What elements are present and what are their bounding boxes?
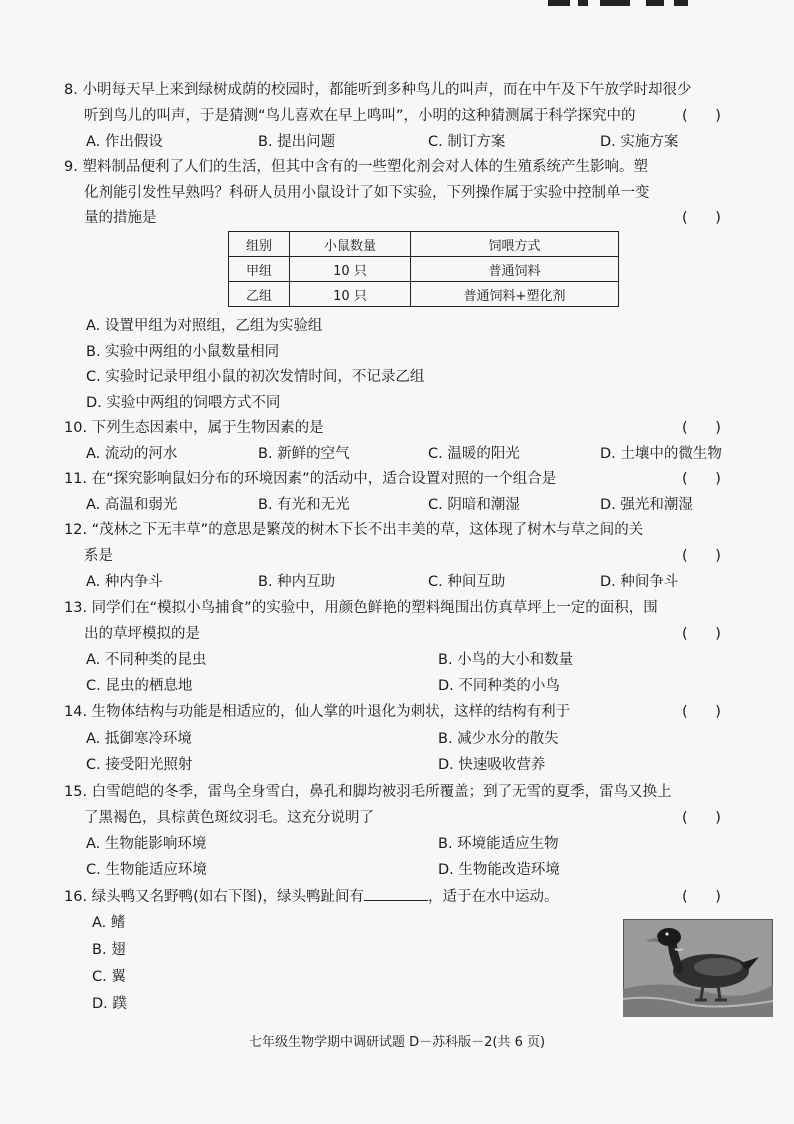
q9-line1: 9. 塑料制品便利了人们的生活，但其中含有的一些塑化剂会对人体的生殖系统产生影响。塑 [64, 159, 648, 175]
q16-option-d: D. 蹼 [92, 996, 127, 1012]
q9-option-c: C. 实验时记录甲组小鼠的初次发情时间，不记录乙组 [86, 369, 425, 385]
q8-line1: 8. 小明每天早上来到绿树成荫的校园时，都能听到多种鸟儿的叫声，而在中午及下午放学时却很少 [64, 82, 692, 98]
q9-option-a: A. 设置甲组为对照组，乙组为实验组 [86, 318, 323, 334]
q11-answer-paren: ( ) [682, 471, 721, 487]
q9-line2: 化剂能引发性早熟吗？科研人员用小鼠设计了如下实验，下列操作属于实验中控制单一变 [84, 185, 650, 201]
q15-line2: 了黑褐色，具棕黄色斑纹羽毛。这充分说明了 [84, 810, 374, 826]
q14-option-b: B. 减少水分的散失 [438, 731, 559, 747]
q13-option-a: A. 不同种类的昆虫 [86, 652, 207, 668]
q10-option-b: B. 新鲜的空气 [258, 446, 350, 462]
q15-line1: 15. 白雪皑皑的冬季，雷鸟全身雪白，鼻孔和脚均被羽毛所覆盖；到了无雪的夏季，雷鸟又换上 [64, 784, 672, 800]
q9-option-b: B. 实验中两组的小鼠数量相同 [86, 344, 280, 360]
q13-line2: 出的草坪模拟的是 [84, 626, 200, 642]
q14-answer-paren: ( ) [682, 704, 721, 720]
q16-text-before-blank: 16. 绿头鸭又名野鸭(如右下图)，绿头鸭趾间有 [64, 889, 364, 905]
experiment-table [228, 231, 619, 307]
q13-option-c: C. 昆虫的栖息地 [86, 678, 193, 694]
q10-option-a: A. 流动的河水 [86, 446, 178, 462]
q8-answer-paren: ( ) [682, 108, 721, 124]
table-header-row [229, 232, 619, 257]
table-cell: 乙组 [229, 282, 290, 307]
q16-text-after-blank: ，适于在水中运动。 [427, 889, 559, 905]
q9-option-d: D. 实验中两组的饲喂方式不同 [86, 395, 281, 411]
page-footer: 七年级生物学期中调研试题 D－苏科版－2(共 6 页) [248, 1035, 546, 1050]
q13-answer-paren: ( ) [682, 626, 721, 642]
q14-option-c: C. 接受阳光照射 [86, 757, 193, 773]
q12-line1: 12. “茂林之下无丰草”的意思是繁茂的树木下长不出丰美的草，这体现了树木与草之间的关 [64, 522, 644, 538]
table-cell: 普通饲料 [411, 257, 619, 282]
q16-option-b: B. 翅 [92, 942, 126, 958]
q11-option-a: A. 高温和弱光 [86, 497, 178, 513]
q8-option-c: C. 制订方案 [428, 134, 506, 150]
q9-answer-paren: ( ) [682, 210, 721, 226]
q10-line1: 10. 下列生态因素中，属于生物因素的是 [64, 420, 324, 436]
q14-option-a: A. 抵御寒冷环境 [86, 731, 192, 747]
q10-answer-paren: ( ) [682, 420, 721, 436]
q8-line2: 听到鸟儿的叫声，于是猜测“鸟儿喜欢在早上鸣叫”，小明的这种猜测属于科学探究中的 [84, 108, 636, 124]
q11-option-c: C. 阴暗和潮湿 [428, 497, 520, 513]
table-cell: 普通饲料+塑化剂 [411, 282, 619, 307]
q16-line1 [64, 885, 558, 909]
q8-option-d: D. 实施方案 [600, 134, 679, 150]
q9-line3: 量的措施是 [84, 210, 157, 226]
q10-option-d: D. 土壤中的微生物 [600, 446, 722, 462]
q16-answer-paren: ( ) [682, 889, 721, 905]
q16-option-a: A. 鳍 [92, 915, 126, 931]
table-header: 小鼠数量 [290, 232, 411, 257]
q13-option-d: D. 不同种类的小鸟 [438, 678, 560, 694]
q15-option-d: D. 生物能改造环境 [438, 862, 560, 878]
q16-answer-blank [364, 886, 428, 901]
table-row [229, 257, 619, 282]
table-header: 饲喂方式 [411, 232, 619, 257]
table-header: 组别 [229, 232, 290, 257]
q15-answer-paren: ( ) [682, 810, 721, 826]
q15-option-c: C. 生物能适应环境 [86, 862, 207, 878]
q13-option-b: B. 小鸟的大小和数量 [438, 652, 574, 668]
q12-option-d: D. 种间争斗 [600, 574, 679, 590]
table-cell: 10 只 [290, 282, 411, 307]
q13-line1: 13. 同学们在“模拟小鸟捕食”的实验中，用颜色鲜艳的塑料绳围出仿真草坪上一定的面积，围 [64, 600, 658, 616]
q14-line1: 14. 生物体结构与功能是相适应的，仙人掌的叶退化为刺状，这样的结构有利于 [64, 704, 571, 720]
q8-option-b: B. 提出问题 [258, 134, 336, 150]
table-row [229, 282, 619, 307]
q12-line2: 系是 [84, 548, 113, 564]
q16-option-c: C. 翼 [92, 969, 126, 985]
table-cell: 甲组 [229, 257, 290, 282]
q11-option-d: D. 强光和潮湿 [600, 497, 693, 513]
scan-top-mark [548, 0, 708, 8]
q15-option-a: A. 生物能影响环境 [86, 836, 207, 852]
q12-option-b: B. 种内互助 [258, 574, 336, 590]
q8-option-a: A. 作出假设 [86, 134, 163, 150]
q10-option-c: C. 温暖的阳光 [428, 446, 520, 462]
table-cell: 10 只 [290, 257, 411, 282]
q15-option-b: B. 环境能适应生物 [438, 836, 559, 852]
q11-option-b: B. 有光和无光 [258, 497, 350, 513]
mallard-duck-image [623, 919, 773, 1017]
q12-option-c: C. 种间互助 [428, 574, 506, 590]
q12-answer-paren: ( ) [682, 548, 721, 564]
q14-option-d: D. 快速吸收营养 [438, 757, 546, 773]
q11-line1: 11. 在“探究影响鼠妇分布的环境因素”的活动中，适合设置对照的一个组合是 [64, 471, 557, 487]
q12-option-a: A. 种内争斗 [86, 574, 163, 590]
